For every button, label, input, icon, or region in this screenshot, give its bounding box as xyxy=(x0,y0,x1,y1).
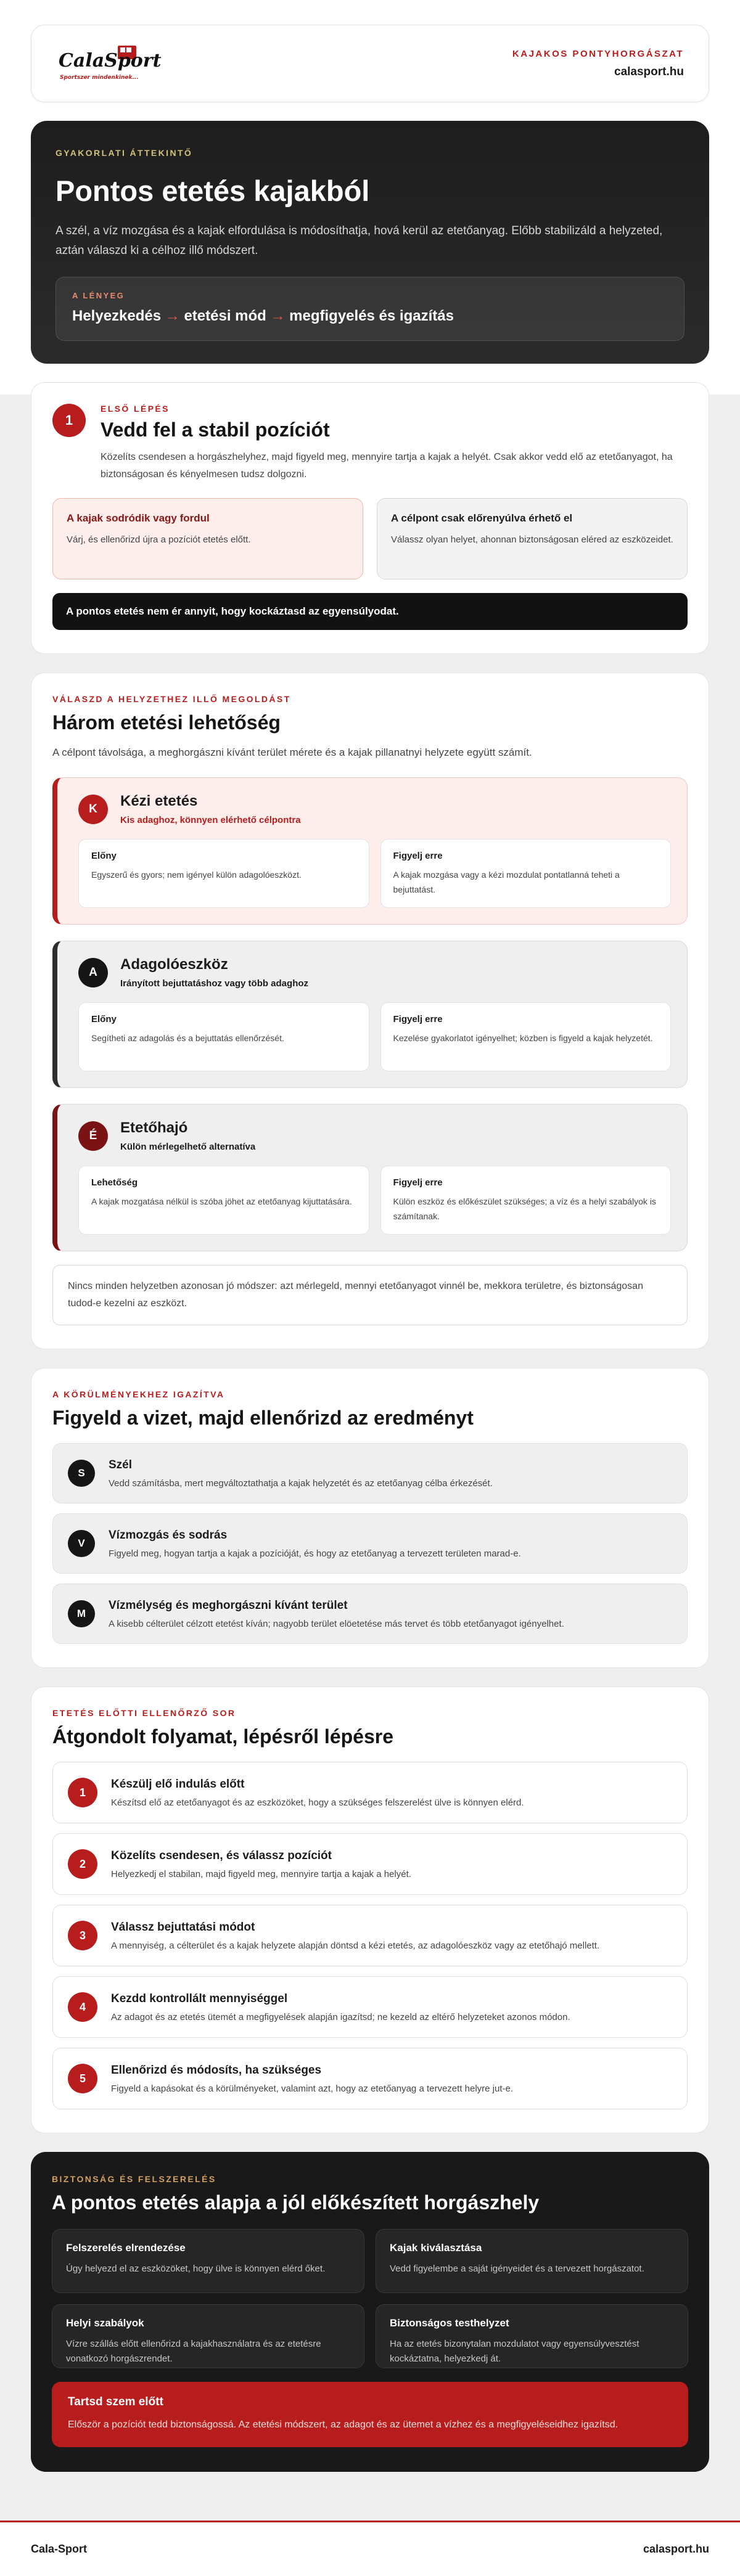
methods-lead: A célpont távolsága, a meghorgászni kívánt terület mérete és a kajak pillanatnyi helyzete együtt számít. xyxy=(52,746,532,758)
condition-item-wind xyxy=(52,1443,688,1503)
safety-item-text: Ha az etetés bizonytalan mozdulatot vagy egyensúlyvesztést kockáztatna, helyezkedj át. xyxy=(390,2339,639,2364)
arrow-icon: → xyxy=(270,308,286,324)
condition-title: Vízmélység és meghorgászni kívánt terület xyxy=(109,1598,348,1612)
condition-text: A kisebb célterület célzott etetést kíván; nagyobb terület elöetetése más tervet és több etetőanyagot igényelhet. xyxy=(109,1618,564,1629)
safety-item xyxy=(376,2229,688,2293)
drift-warning-card xyxy=(52,498,363,579)
condition-text: Figyeld meg, hogyan tartja a kajak a pozícióját, és hogy az etetőanyag a tervezett területen marad-e. xyxy=(109,1548,521,1559)
checklist-item-title: Kezdd kontrollált mennyiséggel xyxy=(111,1992,288,2005)
method-caution-title: Figyelj erre xyxy=(393,1014,443,1024)
method-name: Kézi etetés xyxy=(120,793,198,809)
conditions-eyebrow: A KÖRÜLMÉNYEKHEZ IGAZÍTVA xyxy=(52,1389,225,1399)
logo-wordmark: CalaSport xyxy=(59,50,162,72)
site-header xyxy=(31,25,709,102)
method-caution-text: Kezelése gyakorlatot igényelhet; közben is figyeld a kajak helyzetét. xyxy=(393,1033,653,1043)
safety-item-text: Vedd figyelembe a saját igényeidet és a tervezett horgászatot. xyxy=(390,2263,644,2274)
alert-text: Először a pozíciót tedd biztonságossá. Az etetési módszert, az adagot és az ütemet a vízhez és a megfigyeléseidhez igazítsd. xyxy=(68,2419,619,2430)
safety-section xyxy=(31,2152,709,2472)
hero-eyebrow: GYAKORLATI ÁTTEKINTŐ xyxy=(56,148,193,158)
safety-item xyxy=(52,2304,364,2368)
balance-callout: A pontos etetés nem ér annyit, hogy kockáztasd az egyensúlyodat. xyxy=(52,593,688,630)
safety-item-title: Felszerelés elrendezése xyxy=(66,2242,186,2254)
formula-step-method: etetési mód xyxy=(184,308,266,324)
step-one-section xyxy=(31,382,709,654)
safety-item-text: Vízre szállás előtt ellenőrizd a kajakhasználatra és az etetésre vonatkozó horgászrendet. xyxy=(66,2339,321,2364)
checklist-item-title: Ellenőrizd és módosíts, ha szükséges xyxy=(111,2063,322,2077)
method-pro-title: Előny xyxy=(91,1014,117,1024)
reach-tip-title: A célpont csak előrenyúlva érhető el xyxy=(391,512,573,524)
drift-warning-title: A kajak sodródik vagy fordul xyxy=(67,512,210,524)
formula-step-adjust: megfigyelés és igazítás xyxy=(289,308,454,324)
logo-tagline: Sportszer mindenkinek... xyxy=(60,75,139,81)
safety-item-title: Helyi szabályok xyxy=(66,2317,144,2329)
key-summary-label: A LÉNYEG xyxy=(72,291,125,300)
checklist-item xyxy=(52,2048,688,2109)
method-subtitle: Irányított bejuttatáshoz vagy több adaghoz xyxy=(120,978,309,989)
method-letter-badge: A xyxy=(78,958,108,987)
safety-item-title: Biztonságos testhelyzet xyxy=(390,2317,509,2329)
method-pro-text: A kajak mozgatása nélkül is szóba jöhet az etetőanyag kijuttatására. xyxy=(91,1196,352,1206)
formula-step-positioning: Helyezkedés xyxy=(72,308,162,324)
checklist-number-badge: 4 xyxy=(68,1992,97,2022)
method-pro-text: Segítheti az adagolás és a bejuttatás ellenőrzését. xyxy=(91,1033,284,1043)
safety-grid xyxy=(52,2229,688,2368)
step-one-lead: Közelíts csendesen a horgászhelyhez, majd figyeld meg, mennyire tartja a kajak a helyét. Csak akkor vedd elő az etetőanyagot, ha biztonságosan és kényelmesen tudsz dolgozni. xyxy=(101,452,673,480)
checklist-section xyxy=(31,1687,709,2133)
checklist-item xyxy=(52,1833,688,1895)
checklist-title: Átgondolt folyamat, lépésről lépésre xyxy=(52,1725,393,1748)
checklist-item-text: A mennyiség, a célterület és a kajak helyzete alapján döntsd a kézi etetés, az adagolóeszköz vagy az etetőhajó mellett. xyxy=(111,1940,600,1951)
checklist-item-title: Válassz bejuttatási módot xyxy=(111,1920,255,1934)
method-card-dispenser xyxy=(52,941,688,1088)
method-details xyxy=(78,1002,671,1071)
method-pro-text: Egyszerű és gyors; nem igényel külön adagolóeszközt. xyxy=(91,870,302,880)
key-reminder-alert xyxy=(52,2382,688,2447)
header-meta xyxy=(512,49,684,79)
page-title: Pontos etetés kajakból xyxy=(56,174,370,207)
method-caution xyxy=(380,1166,672,1235)
alert-title: Tartsd szem előtt xyxy=(68,2395,163,2408)
method-pro xyxy=(78,839,369,908)
method-subtitle: Külön mérlegelhető alternatíva xyxy=(120,1142,256,1152)
method-pro xyxy=(78,1166,369,1235)
method-caution-text: A kajak mozgása vagy a kézi mozdulat pontatlanná teheti a bejuttatást. xyxy=(393,870,620,894)
checklist-item-title: Készülj elő indulás előtt xyxy=(111,1777,245,1791)
conditions-title: Figyeld a vizet, majd ellenőrizd az eredményt xyxy=(52,1407,474,1429)
method-name: Adagolóeszköz xyxy=(120,956,228,973)
condition-item-current xyxy=(52,1513,688,1574)
safety-item-text: Úgy helyezd el az eszközöket, hogy ülve is könnyen elérd őket. xyxy=(66,2263,326,2274)
checklist-item-title: Közelíts csendesen, és válassz pozíciót xyxy=(111,1849,332,1862)
step-one-title: Vedd fel a stabil pozíciót xyxy=(101,419,330,441)
hero-lead: A szél, a víz mozgása és a kajak elfordulása is módosíthatja, hová kerül az etetőanyag. Előbb stabilizáld a helyzeted, aztán válaszd ki a célhoz illő módszert. xyxy=(56,224,663,257)
key-summary-box xyxy=(56,277,684,341)
header-tag: KAJAKOS PONTYHORGÁSZAT xyxy=(512,48,684,59)
method-card-hand-feeding xyxy=(52,777,688,925)
method-details xyxy=(78,1166,671,1235)
safety-title: A pontos etetés alapja a jól előkészített horgászhely xyxy=(52,2191,540,2214)
site-footer xyxy=(0,2521,740,2576)
checklist-eyebrow: ETETÉS ELŐTTI ELLENŐRZŐ SOR xyxy=(52,1708,236,1718)
method-details xyxy=(78,839,671,908)
condition-letter-badge: M xyxy=(68,1600,95,1627)
reach-tip-card xyxy=(377,498,688,579)
step-one-eyebrow: ELSŐ LÉPÉS xyxy=(101,404,170,414)
checklist-number-badge: 1 xyxy=(68,1778,97,1807)
methods-title: Három etetési lehetőség xyxy=(52,711,281,734)
hero xyxy=(31,121,709,364)
checklist-item xyxy=(52,1976,688,2038)
method-caution xyxy=(380,839,672,908)
method-caution-title: Figyelj erre xyxy=(393,1177,443,1188)
safety-item-title: Kajak kiválasztása xyxy=(390,2242,482,2254)
condition-letter-badge: S xyxy=(68,1460,95,1487)
methods-section xyxy=(31,673,709,1349)
method-pro-title: Lehetőség xyxy=(91,1177,138,1188)
checklist-item-text: Az adagot és az etetés ütemét a megfigyelések alapján igazítsd; ne kezeld az eltérő helyzeteket azonos módon. xyxy=(111,2011,570,2022)
step-one-text xyxy=(101,404,688,483)
condition-item-depth xyxy=(52,1584,688,1644)
method-caution-title: Figyelj erre xyxy=(393,851,443,861)
method-subtitle: Kis adaghoz, könnyen elérhető célpontra xyxy=(120,815,301,825)
step-one-cases xyxy=(52,498,688,579)
method-header xyxy=(78,1119,671,1152)
footer-brand: Cala-Sport xyxy=(31,2543,88,2555)
condition-title: Szél xyxy=(109,1458,133,1471)
method-letter-badge: K xyxy=(78,795,108,824)
drift-warning-text: Várj, és ellenőrizd újra a pozíciót etetés előtt. xyxy=(67,534,251,545)
method-card-bait-boat xyxy=(52,1104,688,1251)
step-number-badge: 1 xyxy=(52,404,86,437)
checklist-item xyxy=(52,1762,688,1823)
checklist-number-badge: 2 xyxy=(68,1849,97,1879)
key-formula xyxy=(72,308,668,325)
safety-item xyxy=(376,2304,688,2368)
checklist-item xyxy=(52,1905,688,1966)
method-caution xyxy=(380,1002,672,1071)
condition-text: Vedd számításba, mert megváltoztathatja a kajak helyzetét és az etetőanyag célba érkezését. xyxy=(109,1478,493,1489)
methods-eyebrow: VÁLASZD A HELYZETHEZ ILLŐ MEGOLDÁST xyxy=(52,694,291,704)
methods-note: Nincs minden helyzetben azonosan jó módszer: azt mérlegeld, mennyi etetőanyagot vinnél be, mekkora területre, és biztonságosan tudod-e kezelni az eszközt. xyxy=(52,1265,688,1325)
checklist-item-text: Helyezkedj el stabilan, majd figyeld meg, mennyire tartja a kajak a helyét. xyxy=(111,1868,411,1879)
method-caution-text: Külön eszköz és előkészület szükséges; a víz és a helyi szabályok is számítanak. xyxy=(393,1196,656,1221)
calasport-logo[interactable] xyxy=(56,42,167,85)
reach-tip-text: Válassz olyan helyet, ahonnan biztonságosan eléred az eszközeidet. xyxy=(391,534,673,545)
step-one-header xyxy=(52,404,688,483)
checklist-number-badge: 3 xyxy=(68,1921,97,1950)
footer-site-link[interactable]: calasport.hu xyxy=(643,2543,709,2555)
condition-letter-badge: V xyxy=(68,1530,95,1557)
checklist-number-badge: 5 xyxy=(68,2064,97,2093)
header-site-link[interactable]: calasport.hu xyxy=(614,65,684,78)
method-name: Etetőhajó xyxy=(120,1119,188,1136)
condition-title: Vízmozgás és sodrás xyxy=(109,1528,228,1542)
method-header xyxy=(78,956,671,989)
safety-eyebrow: BIZTONSÁG ÉS FELSZERELÉS xyxy=(52,2174,216,2184)
arrow-icon: → xyxy=(165,308,180,324)
safety-item xyxy=(52,2229,364,2293)
conditions-section xyxy=(31,1368,709,1668)
checklist-item-text: Készítsd elő az etetőanyagot és az eszközöket, hogy a szükséges felszerelést ülve is könnyen elérd. xyxy=(111,1797,524,1808)
method-header xyxy=(78,793,671,825)
method-letter-badge: É xyxy=(78,1121,108,1151)
method-pro xyxy=(78,1002,369,1071)
method-pro-title: Előny xyxy=(91,851,117,861)
checklist-item-text: Figyeld a kapásokat és a körülményeket, valamint azt, hogy az etetőanyag a tervezett helyre jut-e. xyxy=(111,2083,514,2094)
